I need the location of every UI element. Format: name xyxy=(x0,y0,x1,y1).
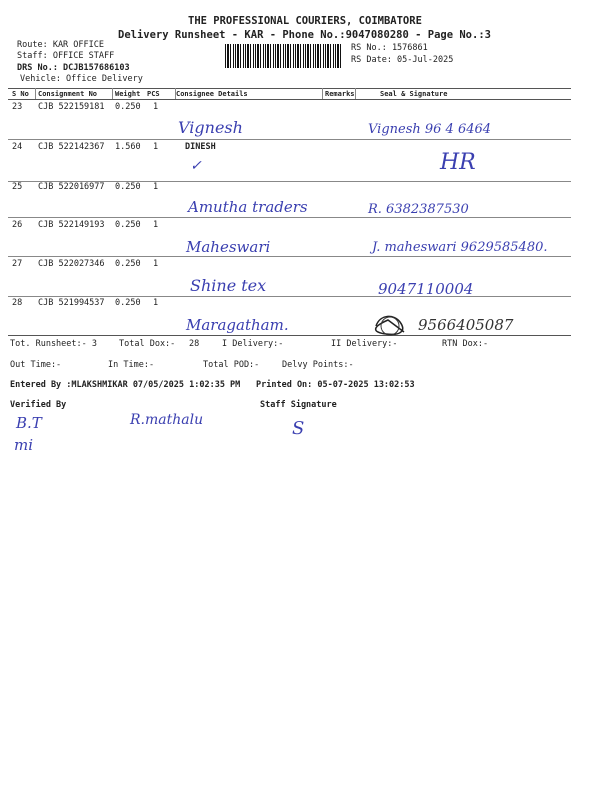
in-time: In Time:- xyxy=(108,360,155,370)
handwritten-name: Maragatham. xyxy=(186,316,289,334)
handwritten-signature: HR xyxy=(440,150,476,175)
row-sno: 23 xyxy=(12,102,23,112)
handwritten-signature: J. maheswari 9629585480. xyxy=(372,240,548,255)
col-pcs: PCS xyxy=(147,90,160,98)
total-dox-value: 28 xyxy=(189,339,200,349)
row-consignment: CJB 522159181 xyxy=(38,102,105,112)
barcode-image xyxy=(225,44,343,68)
row-consignment: CJB 522027346 xyxy=(38,259,105,269)
row-weight: 0.250 xyxy=(115,220,141,230)
row-sno: 25 xyxy=(12,182,23,192)
handwritten-signature: 9566405087 xyxy=(418,316,514,334)
row-pcs: 1 xyxy=(153,142,159,152)
col-remarks: Remarks xyxy=(325,90,355,98)
row-pcs: 1 xyxy=(153,259,159,269)
row-sno: 27 xyxy=(12,259,23,269)
row-weight: 0.250 xyxy=(115,182,141,192)
row-consignment: CJB 521994537 xyxy=(38,298,105,308)
handwritten-name: Amutha traders xyxy=(188,198,308,216)
col-sno: S No xyxy=(12,90,29,98)
rs-date: RS Date: 05-Jul-2025 xyxy=(351,55,454,65)
row-consignee: DINESH xyxy=(185,142,216,152)
handwritten-name: Shine tex xyxy=(190,276,267,295)
stamp-scribble xyxy=(372,312,408,338)
row-weight: 0.250 xyxy=(115,298,141,308)
row-consignment: CJB 522016977 xyxy=(38,182,105,192)
rtn-dox: RTN Dox:- xyxy=(442,339,489,349)
handwritten-signature: Vignesh 96 4 6464 xyxy=(368,122,492,137)
handwritten-staff-sign: S xyxy=(292,418,305,439)
row-sno: 28 xyxy=(12,298,23,308)
row-consignment: CJB 522149193 xyxy=(38,220,105,230)
row-pcs: 1 xyxy=(153,298,159,308)
row-pcs: 1 xyxy=(153,182,159,192)
entered-by: Entered By :MLAKSHMIKAR 07/05/2025 1:02:35 PM xyxy=(10,380,241,390)
row-pcs: 1 xyxy=(153,220,159,230)
tot-runsheet: Tot. Runsheet:- 3 xyxy=(10,339,97,349)
handwritten-signature-mid: R.mathalu xyxy=(130,412,204,428)
vehicle-label: Vehicle: Office Delivery xyxy=(20,74,143,84)
row-consignment: CJB 522142367 xyxy=(38,142,105,152)
col-consignment: Consignment No xyxy=(38,90,98,98)
i-delivery: I Delivery:- xyxy=(222,339,284,349)
row-weight: 0.250 xyxy=(115,259,141,269)
handwritten-name: Maheswari xyxy=(186,238,271,256)
staff-label: Staff: OFFICE STAFF xyxy=(17,51,115,61)
rs-number: RS No.: 1576861 xyxy=(351,43,428,53)
company-title: THE PROFESSIONAL COURIERS, COIMBATORE xyxy=(188,15,422,27)
staff-signature-label: Staff Signature xyxy=(260,400,337,410)
ii-delivery: II Delivery:- xyxy=(331,339,398,349)
row-sno: 26 xyxy=(12,220,23,230)
handwritten-signature: 9047110004 xyxy=(378,280,474,298)
handwritten-verified: B.T xyxy=(16,414,42,432)
handwritten-name: Vignesh xyxy=(178,118,243,137)
col-seal-signature: Seal & Signature xyxy=(380,90,448,98)
col-consignee: Consignee Details xyxy=(176,90,248,98)
route-label: Route: KAR OFFICE xyxy=(17,40,104,50)
col-weight: Weight xyxy=(115,90,141,98)
total-pod: Total POD:- xyxy=(203,360,260,370)
runsheet-subtitle: Delivery Runsheet - KAR - Phone No.:9047080280 - Page No.:3 xyxy=(118,29,491,41)
delvy-points: Delvy Points:- xyxy=(282,360,354,370)
row-weight: 1.560 xyxy=(115,142,141,152)
row-weight: 0.250 xyxy=(115,102,141,112)
row-sno: 24 xyxy=(12,142,23,152)
handwritten-verified-2: mi xyxy=(14,436,34,454)
verified-by-label: Verified By xyxy=(10,400,67,410)
row-pcs: 1 xyxy=(153,102,159,112)
handwritten-signature: R. 6382387530 xyxy=(368,202,469,217)
handwritten-tick: ✓ xyxy=(190,158,202,174)
printed-on: Printed On: 05-07-2025 13:02:53 xyxy=(256,380,415,390)
drs-number: DRS No.: DCJB157686103 xyxy=(17,63,130,73)
out-time: Out Time:- xyxy=(10,360,62,370)
total-dox-label: Total Dox:- xyxy=(119,339,176,349)
